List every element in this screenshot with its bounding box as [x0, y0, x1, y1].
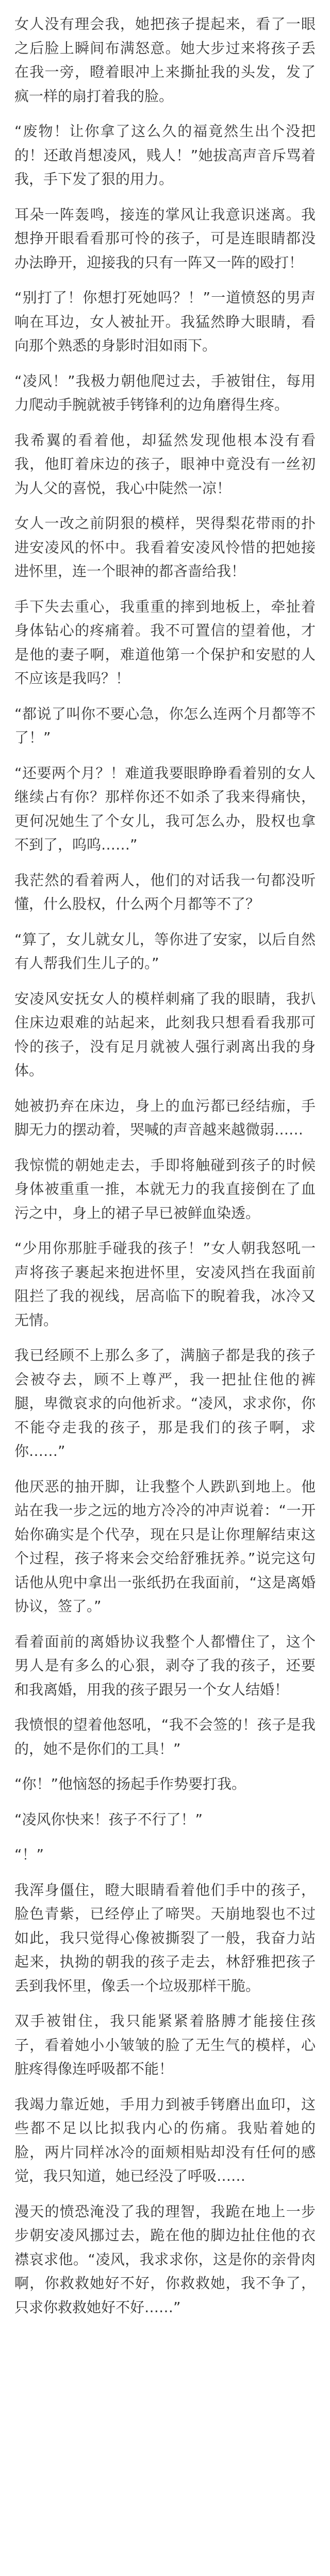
- paragraph: 安凌风安抚女人的模样刺痛了我的眼睛，我扒住床边艰难的站起来，此刻我只想看看我那可怜的孩子，没有足月就被人强行剥离出我的身体。: [14, 990, 316, 1079]
- paragraph: 他厌恶的抽开脚，让我整个人跌趴到地上。他站在我一步之远的地方冷冷的冲声说着：“一开始你确实是个代孕，现在只是让你理解结束这个过程，孩子将来会交给舒雅抚养。”说完这句话他从兜中拿出一张纸扔在我面前，“这是离婚协议，签了。”: [14, 1478, 316, 1615]
- paragraph: “别打了！你想打死她吗？！”一道愤怒的男声响在耳边，女人被扯开。我猛然睁大眼睛，看向那个熟悉的身影时泪如雨下。: [14, 289, 316, 354]
- paragraph: “凌风！”我极力朝他爬过去，手被钳住，每用力爬动手腕就被手铐锋利的边角磨得生疼。: [14, 372, 316, 413]
- paragraph: “少用你那脏手碰我的孩子！”女人朝我怒吼一声将孩子裹起来抱进怀里，安凌风挡在我面前阻拦了我的视线，居高临下的睨着我，冰冷又无情。: [14, 1240, 316, 1329]
- paragraph: 漫天的愤恐淹没了我的理智，我跪在地上一步步朝安凌风挪过去，跪在他的脚边扯住他的衣襟哀求他。“凌风，我求求你，这是你的亲骨肉啊，你救救她好不好，你救救她，我不争了，只求你救救她好不好……”: [14, 2202, 316, 2316]
- paragraph: 我愤恨的望着他怒吼，“我不会签的！孩子是我的，她不是你们的工具！”: [14, 1716, 316, 1757]
- paragraph: 她被扔弃在床边，身上的血污都已经结痂，手脚无力的摆动着，哭喊的声音越来越微弱……: [14, 1097, 316, 1138]
- paragraph: “凌风你快来！孩子不行了！”: [14, 1810, 203, 1828]
- paragraph: 我浑身僵住，瞪大眼睛看着他们手中的孩子，脸色青紫，已经停止了啼哭。天崩地裂也不过如此，我只觉得心像被撕裂了一般，我奋力站起来，执拗的朝我的孩子走去，林舒雅把孩子丢到我怀里，像丢一个垃圾那样干脆。: [14, 1881, 316, 1994]
- paragraph: “！”: [14, 1846, 44, 1863]
- paragraph: “都说了叫你不要心急，你怎么连两个月都等不了！”: [14, 705, 316, 746]
- paragraph: “算了，女儿就女儿，等你进了安家，以后自然有人帮我们生儿子的。”: [14, 930, 316, 972]
- paragraph: 我茫然的看着两人，他们的对话我一句都没听懂，什么股权，什么两个月都等不了？: [14, 871, 316, 912]
- paragraph: “废物！让你拿了这么久的福竟然生出个没把的！还敢肖想凌风，贱人！”她拔高声音斥骂着我，手下发了狠的用力。: [14, 123, 316, 188]
- paragraph: 我希翼的看着他，却猛然发现他根本没有看我，他盯着床边的孩子，眼神中竟没有一丝初为人父的喜悦，我心中陡然一凉！: [14, 431, 316, 497]
- paragraph: “你！”他恼怒的扬起手作势要打我。: [14, 1775, 246, 1792]
- paragraph: 耳朵一阵轰鸣，接连的掌风让我意识迷离。我想挣开眼看看那可怜的孩子，可是连眼睛都没办法睁开，迎接我的只有一阵又一阵的殴打！: [14, 206, 316, 271]
- paragraph: 手下失去重心，我重重的摔到地板上，牵扯着身体钻心的疼痛着。我不可置信的望着他，才是他的妻子啊，难道他第一个保护和安慰的人不应该是我吗？！: [14, 598, 316, 687]
- paragraph: 看着面前的离婚协议我整个人都懵住了，这个男人是有多么的心狠，剥夺了我的孩子，还要和我离婚，用我的孩子跟另一个女人结婚！: [14, 1633, 316, 1698]
- paragraph: 我竭力靠近她，手用力到被手铐磨出血印，这些都不足以比拟我内心的伤痛。我贴着她的脸，两片同样冰冷的面颊相贴却没有任何的感觉，我只知道，她已经没了呼吸……: [14, 2095, 316, 2184]
- paragraph: 女人一改之前阴狠的模样，哭得梨花带雨的扑进安凌风的怀中。我看着安凌风怜惜的把她接进怀里，连一个眼神的都吝啬给我！: [14, 515, 316, 580]
- paragraph: 我已经顾不上那么多了，满脑子都是我的孩子会被夺去，顾不上尊严，我一把扯住他的裤腿，卑微哀求的向他祈求。“凌风，求求你，你不能夺走我的孩子，那是我们的孩子啊，求你……”: [14, 1347, 316, 1460]
- paragraph: 我惊慌的朝她走去，手即将触碰到孩子的时候身体被重重一推，本就无力的我直接倒在了血污之中，身上的裙子早已被鲜血染透。: [14, 1156, 316, 1222]
- paragraph: “还要两个月？！难道我要眼睁睁看着别的女人继续占有你？那样你还不如杀了我来得痛快，更何况她生了个女儿，我可怎么办，股权也拿不到了，呜呜……”: [14, 764, 316, 853]
- paragraph: 女人没有理会我，她把孩子提起来，看了一眼之后脸上瞬间布满怒意。她大步过来将孩子丢在我一旁，瞪着眼冲上来撕扯我的头发，发了疯一样的扇打着我的脸。: [14, 15, 316, 105]
- paragraph: 双手被钳住，我只能紧紧着胳膊才能接住孩子，看着她小小皱皱的脸了无生气的模样，心脏疼得像连呼吸都不能！: [14, 2012, 316, 2077]
